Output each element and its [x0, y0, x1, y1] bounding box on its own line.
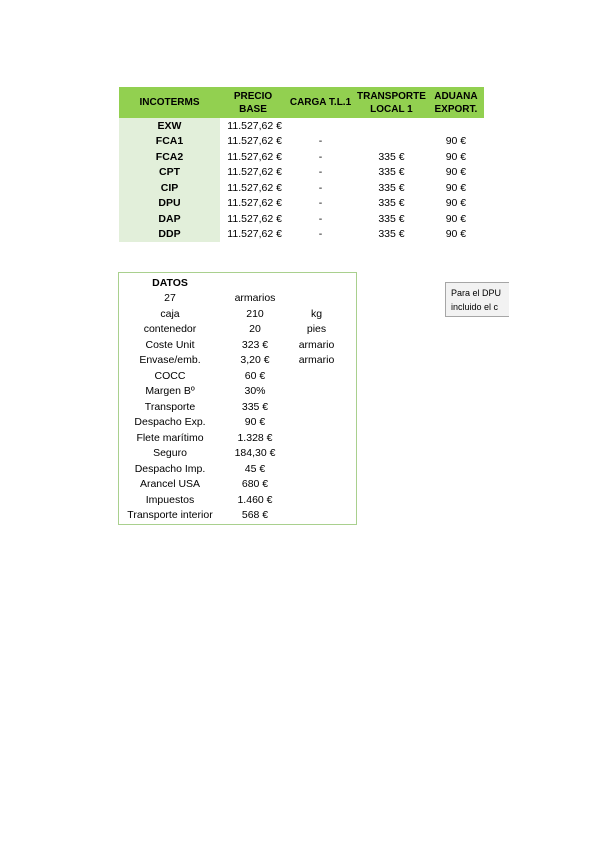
precio-base-cell: 11.527,62 €	[227, 228, 282, 241]
transporte-cell: 335 €	[378, 181, 405, 194]
datos-label: Transporte	[144, 400, 196, 413]
transporte-cell: 335 €	[378, 212, 405, 225]
incoterm-cell: FCA1	[119, 134, 220, 150]
datos-value: 90 €	[244, 416, 266, 429]
datos-unit	[289, 291, 344, 307]
incoterm-cell: DAP	[119, 211, 220, 227]
incoterms-table	[119, 87, 484, 242]
datos-row	[119, 446, 344, 462]
datos-value: 335 €	[241, 400, 269, 413]
incoterm-cell: CIP	[119, 180, 220, 196]
datos-unit: armario	[298, 354, 335, 367]
datos-label: Despacho Imp.	[134, 462, 206, 475]
datos-row	[119, 368, 344, 384]
datos-row	[119, 477, 344, 493]
datos-unit	[289, 508, 344, 524]
aduana-cell: 90 €	[445, 166, 467, 179]
incoterm-cell: DPU	[119, 196, 220, 212]
datos-row	[119, 492, 344, 508]
header-incoterms: INCOTERMS	[119, 87, 220, 118]
carga-cell: -	[318, 166, 323, 179]
datos-value: 184,30 €	[234, 447, 276, 460]
precio-base-cell: 11.527,62 €	[227, 212, 282, 225]
datos-value: 60 €	[244, 369, 266, 382]
aduana-cell: 90 €	[445, 135, 467, 148]
note-text	[445, 282, 509, 317]
datos-row	[119, 508, 344, 524]
precio-base-cell: 11.527,62 €	[227, 150, 282, 163]
datos-unit	[289, 461, 344, 477]
aduana-cell: 90 €	[445, 150, 467, 163]
table-row	[119, 118, 484, 134]
datos-label: Transporte interior	[127, 509, 213, 522]
table-row	[119, 180, 484, 196]
carga-cell: -	[318, 135, 323, 148]
incoterm-cell: CPT	[119, 165, 220, 181]
table-row	[119, 165, 484, 181]
transporte-cell	[355, 118, 428, 134]
datos-label: Despacho Exp.	[134, 416, 206, 429]
note-line-2: incluido el c	[451, 302, 499, 312]
header-carga: CARGA T.L.1	[286, 87, 355, 118]
precio-base-cell: 11.527,62 €	[227, 197, 282, 210]
datos-label: caja	[160, 307, 180, 320]
header-transporte-local: TRANSPORTE LOCAL 1	[355, 87, 428, 118]
datos-value: 568 €	[241, 509, 269, 522]
header-precio-base: PRECIO BASE	[220, 87, 286, 118]
datos-unit: kg	[310, 307, 323, 320]
datos-row	[119, 430, 344, 446]
aduana-cell: 90 €	[445, 197, 467, 210]
aduana-cell: 90 €	[445, 228, 467, 241]
datos-label: Margen Bº	[145, 385, 195, 398]
table-row	[119, 134, 484, 150]
datos-label: Impuestos	[145, 493, 195, 506]
transporte-cell: 335 €	[378, 150, 405, 163]
table-row	[119, 211, 484, 227]
incoterm-cell: DDP	[119, 227, 220, 243]
datos-row	[119, 306, 344, 322]
table-row	[119, 149, 484, 165]
precio-base-cell: 11.527,62 €	[227, 119, 282, 132]
aduana-cell: 90 €	[445, 212, 467, 225]
datos-title: DATOS	[152, 276, 188, 289]
incoterm-cell: EXW	[119, 118, 220, 134]
carga-cell: -	[318, 197, 323, 210]
datos-unit: armario	[298, 338, 335, 351]
datos-row	[119, 322, 344, 338]
transporte-cell	[355, 134, 428, 150]
datos-value: 30%	[244, 385, 266, 398]
datos-table	[119, 275, 344, 523]
header-aduana-export: ADUANA EXPORT.	[428, 87, 484, 118]
datos-row	[119, 384, 344, 400]
carga-cell: -	[318, 228, 323, 241]
datos-label: Flete marítimo	[136, 431, 204, 444]
datos-unit	[289, 399, 344, 415]
datos-value: armarios	[234, 292, 276, 305]
datos-row	[119, 353, 344, 369]
datos-value: 210	[246, 307, 264, 320]
datos-unit	[289, 415, 344, 431]
datos-value: 1.460 €	[237, 493, 273, 506]
datos-label: contenedor	[143, 323, 197, 336]
datos-label: 27	[164, 292, 176, 305]
datos-unit	[289, 477, 344, 493]
datos-unit: pies	[306, 323, 327, 336]
datos-value: 680 €	[241, 478, 269, 491]
aduana-cell	[428, 118, 484, 134]
precio-base-cell: 11.527,62 €	[227, 166, 282, 179]
datos-label: Envase/emb.	[139, 354, 201, 367]
datos-value: 323 €	[241, 338, 269, 351]
datos-value: 20	[249, 323, 261, 336]
carga-cell	[286, 118, 355, 134]
datos-label: Arancel USA	[139, 478, 201, 491]
datos-label: Seguro	[153, 447, 187, 460]
carga-cell: -	[318, 212, 323, 225]
datos-row	[119, 415, 344, 431]
datos-label: Coste Unit	[145, 338, 195, 351]
precio-base-cell: 11.527,62 €	[227, 135, 282, 148]
transporte-cell: 335 €	[378, 166, 405, 179]
datos-unit	[289, 446, 344, 462]
table-row	[119, 227, 484, 243]
datos-body	[119, 275, 344, 523]
carga-cell: -	[318, 181, 323, 194]
datos-unit	[289, 384, 344, 400]
datos-unit	[289, 492, 344, 508]
datos-value: 45 €	[244, 462, 266, 475]
datos-unit	[289, 430, 344, 446]
incoterms-body	[119, 118, 484, 242]
incoterms-header-row	[119, 87, 484, 118]
note-line-1: Para el DPU	[451, 288, 502, 298]
datos-value: 1.328 €	[237, 431, 273, 444]
datos-label: COCC	[154, 369, 186, 382]
incoterm-cell: FCA2	[119, 149, 220, 165]
datos-row	[119, 337, 344, 353]
datos-value: 3,20 €	[240, 354, 270, 367]
datos-row	[119, 399, 344, 415]
table-row	[119, 196, 484, 212]
datos-unit	[289, 368, 344, 384]
datos-title-row	[119, 275, 344, 291]
precio-base-cell: 11.527,62 €	[227, 181, 282, 194]
aduana-cell: 90 €	[445, 181, 467, 194]
note-box	[445, 282, 509, 319]
datos-row	[119, 461, 344, 477]
transporte-cell: 335 €	[378, 228, 405, 241]
transporte-cell: 335 €	[378, 197, 405, 210]
carga-cell: -	[318, 150, 323, 163]
datos-row	[119, 291, 344, 307]
